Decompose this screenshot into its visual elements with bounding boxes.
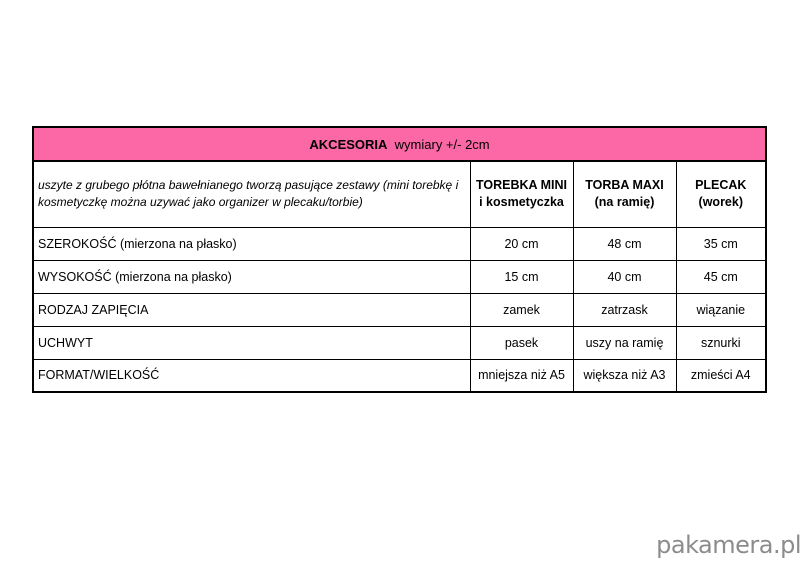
column-header-line2: (na ramię): [594, 195, 655, 210]
table-header-row: [33, 161, 766, 227]
table-row-uchwyt: [33, 326, 766, 359]
table-cell: zmieści A4: [676, 359, 766, 392]
table-title-bold: AKCESORIA: [309, 136, 388, 152]
product-description: uszyte z grubego płótna bawełnianego tworzą pasujące zestawy (mini torebkę i kosmetyczkę można uzywać jako organizer w plecaku/torbie): [33, 161, 470, 227]
row-label: UCHWYT: [33, 326, 470, 359]
table-cell: zatrzask: [573, 293, 676, 326]
table-title: [33, 127, 766, 161]
column-header-plecak: [676, 161, 766, 227]
column-header-line1: TOREBKA MINI: [476, 178, 567, 193]
table-cell: 35 cm: [676, 227, 766, 260]
table-cell: uszy na ramię: [573, 326, 676, 359]
table-cell: 48 cm: [573, 227, 676, 260]
table-cell: 40 cm: [573, 260, 676, 293]
table-row-rodzaj-zapiecia: [33, 293, 766, 326]
table-cell: 45 cm: [676, 260, 766, 293]
column-header-line1: PLECAK: [695, 178, 747, 193]
column-header-torebka-mini: [470, 161, 573, 227]
table-title-dimensions: wymiary +/- 2cm: [394, 136, 490, 152]
table-row-wysokosc: [33, 260, 766, 293]
row-label: SZEROKOŚĆ (mierzona na płasko): [33, 227, 470, 260]
column-header-line2: (worek): [698, 195, 743, 210]
table-cell: pasek: [470, 326, 573, 359]
table-title-row: [33, 127, 766, 161]
table-cell: 20 cm: [470, 227, 573, 260]
table-cell: sznurki: [676, 326, 766, 359]
row-label: FORMAT/WIELKOŚĆ: [33, 359, 470, 392]
row-label: RODZAJ ZAPIĘCIA: [33, 293, 470, 326]
table-cell: zamek: [470, 293, 573, 326]
table-row-szerokosc: [33, 227, 766, 260]
row-label: WYSOKOŚĆ (mierzona na płasko): [33, 260, 470, 293]
table-cell: większa niż A3: [573, 359, 676, 392]
accessories-size-table: [32, 126, 767, 393]
accessories-size-table-container: [32, 126, 765, 393]
column-header-torba-maxi: [573, 161, 676, 227]
column-header-line2: i kosmetyczka: [479, 195, 564, 210]
table-cell: 15 cm: [470, 260, 573, 293]
table-cell: mniejsza niż A5: [470, 359, 573, 392]
column-header-line1: TORBA MAXI: [585, 178, 664, 193]
table-cell: wiązanie: [676, 293, 766, 326]
table-row-format: [33, 359, 766, 392]
pakamera-watermark: pakamera.pl: [656, 531, 801, 559]
